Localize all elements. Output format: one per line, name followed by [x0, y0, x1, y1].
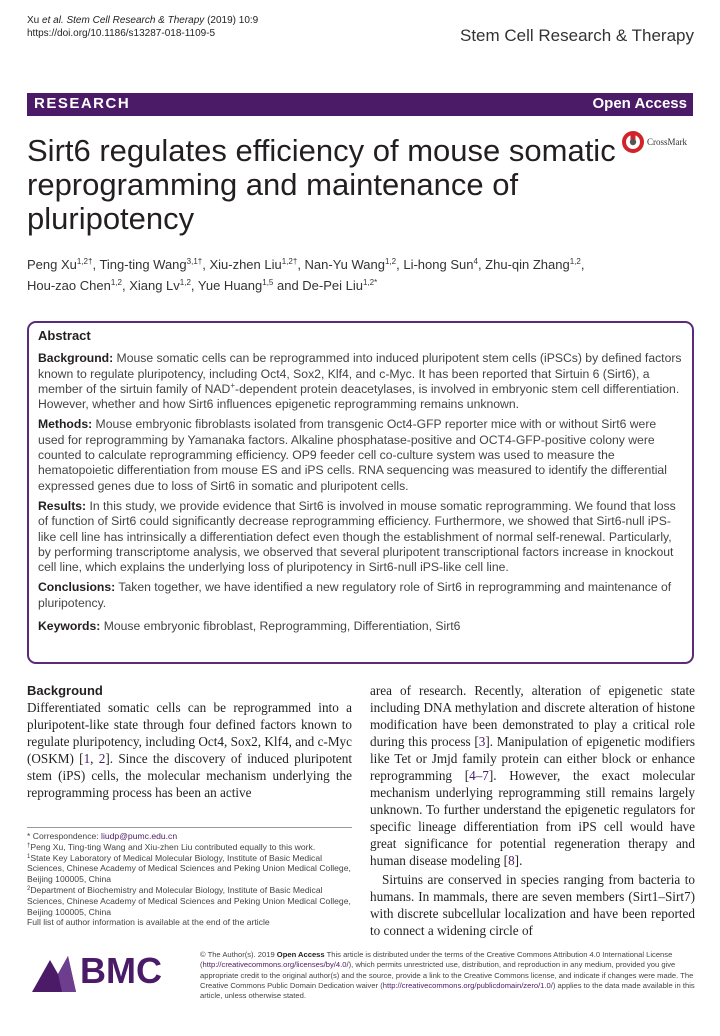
author[interactable]: Li-hong Sun$^4$: [403, 257, 478, 272]
abstract-results: Results: In this study, we provide evidence that Sirt6 is involved in mouse somatic reprogramming. We found that loss of function of Sirt6 could significantly decrease reprogramming efficiency. Furthermore, we showed that Sirt6-null iPS-like cell line has intrinsically a differentiation defect even though the establishment of normal self-renewal. Particularly, by performing transcriptome analysis, we observed that several pluripotent transcriptional factors increase in knockout cell line, which explains the underlying loss of pluripotency in Sirt6-null iPS-like cell line.: [38, 498, 676, 575]
author[interactable]: Xiu-zhen Liu$^{1,2\dagger}$: [209, 257, 298, 272]
citation-ref[interactable]: 1: [83, 751, 91, 766]
citation-ref[interactable]: 8: [508, 853, 515, 868]
waiver-link[interactable]: http://creativecommons.org/publicdomain/zero/1.0/: [382, 980, 553, 990]
article-type-banner: [27, 93, 693, 116]
article-type: RESEARCH: [34, 95, 131, 112]
correspondence-email[interactable]: liudp@pumc.edu.cn: [101, 831, 178, 841]
body-column-right: [370, 682, 695, 939]
license-link[interactable]: http://creativecommons.org/licenses/by/4.0/: [202, 960, 349, 970]
abstract-box: [27, 321, 694, 664]
body-column-left: [27, 682, 352, 801]
body-paragraph: Differentiated somatic cells can be reprogrammed into a pluripotent-like state through four defined factors known to regulate pluripotency, including Oct4, Sox2, Klf4, and c-Myc (OSKM) [1, 2]. Since the discovery of induced pluripotent stem (iPS) cells, the molecular mechanism underlying the reprogramming process has been an active: [27, 700, 352, 800]
section-heading: Background: [27, 683, 103, 698]
abstract-keywords: Keywords: Mouse embryonic fibroblast, Reprogramming, Differentiation, Sirt6: [38, 619, 461, 634]
body-paragraph: Sirtuins are conserved in species ranging from bacteria to humans. In mammals, there are seven members (Sirt1–Sirt7) with discrete subcellular localization and have been reported to connect a widening circle of: [370, 872, 695, 938]
abstract-methods: Methods: Mouse embryonic fibroblasts isolated from transgenic Oct4-GFP reporter mice with or without Sirt6 were used for reprogramming by Yamanaka factors. Alkaline phosphatase-positive and OCT4-GFP-positive colony were counted to calculate reprogramming efficiency. OP9 feeder cell co-culture system was used to measure the hematopoietic differentiation from mouse ES and iPS cells. RNA sequencing was measured to identify the differential expressed genes due to loss of Sirt6 in somatic and pluripotent cells.: [38, 417, 667, 493]
author[interactable]: Peng $Xu^{1,2\dagger}$: [27, 257, 93, 272]
footnotes: * Correspondence: liudp@pumc.edu.cn †Peng Xu, Ting-ting Wang and Xiu-zhen Liu contributed equally to this work. $^1$State Key Laboratory of Medical Molecular Biology, Institute of Basic Medical Sciences, Chinese Academy of Medical Sciences and Peking Union Medical College, Beijing 100005, China $^2$Department of Biochemistry and Molecular Biology, Institute of Basic Medical Sciences, Chinese Academy of Medical Sciences and Peking Union Medical College, Beijing 100005, China Full list of author information is available at the end of the article: [27, 827, 352, 928]
bmc-logo-text: BMC: [80, 950, 162, 991]
citation-ref[interactable]: 2: [98, 751, 106, 766]
bmc-logo[interactable]: [32, 952, 192, 992]
author[interactable]: De-Pei Liu$^{1,2*}$: [302, 278, 378, 293]
body-paragraph: area of research. Recently, alteration of epigenetic state including DNA methylation and discrete alteration of histone modification have been demonstrated to play a critical role during this process [3]. Manipulation of epigenetic modifiers like Tet or Jmjd family protein can either block or enhance reprogramming [4–7]. However, the exact molecular mechanism underlying reprogramming still remains largely unknown. To further understand the epigenetic regulators for specific lineage differentiation from iPS cell would have great significance for potential regeneration therapy and human disease modeling [8].: [370, 683, 695, 868]
article-title: Sirt6 regulates efficiency of mouse somatic reprogramming and maintenance of pluripotency: [27, 133, 616, 236]
citation-ref[interactable]: 4–7: [469, 768, 489, 783]
doi-link[interactable]: https://doi.org/10.1186/s13287-018-1109-5: [27, 28, 216, 39]
author-list: Peng $Xu^{1,2\dagger}$, Ting-ting Wang$^{3,1\dagger}$, Xiu-zhen Liu$^{1,2\dagger}$, Nan-Yu Wang$^{1,2}$, Li-hong Sun$^4$, Zhu-qin Zhang$^{1,2}$, Hou-zao Chen$^{1,2}$, Xiang Lv$^{1,2}$, Yue Huang$^{1,5}$ and De-Pei Liu$^{1,2*}$: [27, 257, 585, 293]
citation-year: (2019) 10:9: [204, 15, 259, 26]
abstract-background: Background: Mouse somatic cells can be reprogrammed into induced pluripotent stem cells (iPSCs) by defined factors known to regulate pluripotency, including Oct4, Sox2, Klf4, and c-Myc. It has been reported that Sirtuin 6 (Sirt6), a member of the sirtuin family of NAD+-dependent protein deacetylases, is involved in embryonic stem cell differentiation. However, whether and how Sirt6 influences epigenetic reprogramming remains unknown.: [38, 351, 682, 412]
abstract-heading: Abstract: [38, 328, 91, 343]
author[interactable]: Zhu-qin Zhang$^{1,2}$: [485, 257, 581, 272]
open-access-label: Open Access: [592, 95, 687, 112]
author[interactable]: Ting-ting Wang$^{3,1\dagger}$: [99, 257, 203, 272]
citation-authors: Xu: [27, 15, 43, 26]
bmc-logo-icon: [32, 952, 76, 992]
journal-name: Stem Cell Research & Therapy: [459, 26, 694, 45]
citation-journal: et al. Stem Cell Research & Therapy: [42, 15, 205, 26]
crossmark-label: CrossMark: [647, 137, 687, 147]
author[interactable]: Nan-Yu Wang$^{1,2}$: [304, 257, 397, 272]
license-statement: © The Author(s). 2019 Open Access This article is distributed under the terms of the Creative Commons Attribution 4.0 International License (http://creativecommons.org/licenses/by/4.0/), which permits unrestricted use, distribution, and reproduction in any medium, provided you give appropriate credit to the original author(s) and the source, provide a link to the Creative Commons license, and indicate if changes were made. The Creative Commons Public Domain Dedication waiver (http://creativecommons.org/publicdomain/zero/1.0/) applies to the data made available in this article, unless otherwise stated.: [200, 950, 695, 1001]
author[interactable]: Hou-zao Chen$^{1,2}$: [27, 278, 122, 293]
abstract-conclusions: Conclusions: Taken together, we have identified a new regulatory role of Sirt6 in reprogramming and maintenance of pluripotency.: [38, 580, 672, 610]
author[interactable]: Xiang Lv$^{1,2}$: [129, 278, 191, 293]
citation-ref[interactable]: 3: [478, 734, 486, 749]
crossmark-icon: [621, 130, 645, 154]
author[interactable]: Yue Huang$^{1,5}$: [197, 278, 274, 293]
crossmark-badge[interactable]: [621, 128, 701, 158]
citation-header: [27, 14, 258, 40]
